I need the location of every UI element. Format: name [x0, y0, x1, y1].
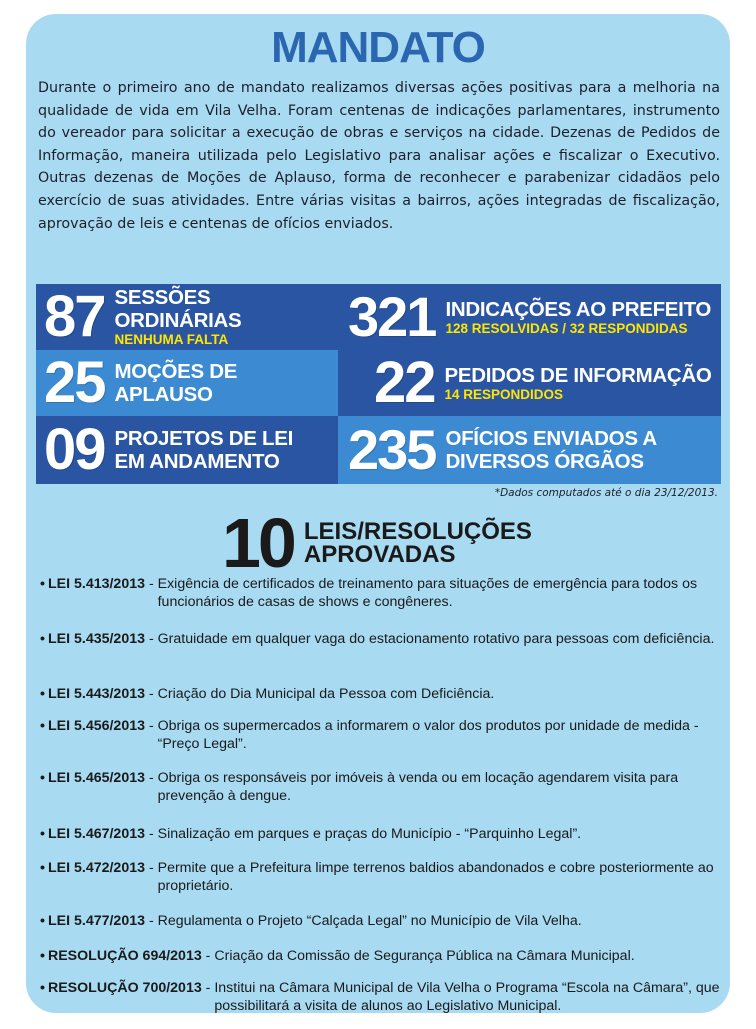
- law-description: Obriga os responsáveis por imóveis à venda ou em locação agendarem visita para prevenção à dengue.: [157, 770, 679, 804]
- bullet-icon: •: [40, 770, 45, 786]
- law-code: LEI 5.413/2013: [47, 576, 145, 592]
- stat-sub: NENHUMA FALTA: [114, 332, 229, 347]
- stat-label: PROJETOS DE LEI: [114, 427, 294, 450]
- laws-heading-line2: APROVADAS: [303, 541, 456, 568]
- laws-heading: [222, 504, 532, 582]
- stat-label: OFÍCIOS ENVIADOS A: [445, 427, 657, 450]
- law-description: Permite que a Prefeitura limpe terrenos baldios abandonados e cobre posteriormente ao proprietário.: [157, 860, 714, 894]
- stat-oficios: [338, 416, 721, 484]
- law-code: LEI 5.465/2013: [47, 770, 145, 786]
- stat-indicacoes: [338, 284, 721, 350]
- law-item: • LEI 5.465/2013 - Obriga os responsáveis por imóveis à venda ou em locação agendarem visita para prevenção à dengue.: [40, 769, 720, 805]
- stat-number: 235: [348, 418, 436, 481]
- law-item: • LEI 5.456/2013 - Obriga os supermercados a informarem o valor dos produtos por unidade de medida - “Preço Legal”.: [40, 717, 720, 753]
- law-code: LEI 5.472/2013: [47, 860, 145, 876]
- stat-sub: 128 RESOLVIDAS / 32 RESPONDIDAS: [445, 320, 688, 336]
- stat-projetos: [36, 416, 338, 484]
- law-item: • LEI 5.467/2013 - Sinalização em parques e praças do Município - “Parquinho Legal”.: [40, 825, 720, 843]
- laws-count: 10: [222, 504, 294, 582]
- bullet-icon: •: [40, 860, 45, 876]
- stat-number: 321: [348, 285, 436, 348]
- bullet-icon: •: [40, 686, 45, 702]
- bullet-icon: •: [40, 913, 45, 929]
- bullet-icon: •: [40, 948, 45, 964]
- bullet-icon: •: [40, 826, 45, 842]
- bullet-icon: •: [40, 718, 45, 734]
- law-code: RESOLUÇÃO 694/2013: [47, 948, 202, 964]
- law-item: • LEI 5.477/2013 - Regulamenta o Projeto “Calçada Legal” no Município de Vila Velha.: [40, 912, 720, 930]
- law-description: Criação da Comissão de Segurança Pública na Câmara Municipal.: [214, 948, 635, 964]
- law-code: LEI 5.443/2013: [47, 686, 145, 702]
- law-code: RESOLUÇÃO 700/2013: [47, 980, 202, 996]
- law-description: Sinalização em parques e praças do Município - “Parquinho Legal”.: [157, 826, 582, 842]
- laws-heading-line1: LEIS/RESOLUÇÕES: [303, 518, 532, 545]
- stat-mocoes: [36, 350, 338, 416]
- law-description: Obriga os supermercados a informarem o valor dos produtos por unidade de medida - “Preço Legal”.: [157, 718, 699, 752]
- stat-label: MOÇÕES DE APLAUSO: [114, 360, 238, 406]
- stat-label: DIVERSOS ÓRGÃOS: [445, 450, 644, 473]
- stat-label: EM ANDAMENTO: [114, 450, 280, 473]
- stat-pedidos: [338, 350, 721, 416]
- stat-label: SESSÕES ORDINÁRIAS: [114, 286, 242, 332]
- stat-number: 87: [44, 284, 105, 349]
- bullet-icon: •: [40, 980, 45, 996]
- stat-number: 09: [44, 417, 105, 482]
- stat-number: 22: [374, 350, 435, 415]
- law-description: Exigência de certificados de treinamento para situações de emergência para todos os funcionários de casas de shows e congêneres.: [157, 576, 698, 610]
- law-description: Criação do Dia Municipal da Pessoa com Deficiência.: [157, 686, 495, 702]
- law-code: LEI 5.456/2013: [47, 718, 145, 734]
- stat-sub: 14 RESPONDIDOS: [444, 386, 564, 402]
- stat-label: INDICAÇÕES AO PREFEITO: [445, 297, 712, 321]
- law-item: • RESOLUÇÃO 694/2013 - Criação da Comissão de Segurança Pública na Câmara Municipal.: [40, 947, 720, 965]
- stats-grid: [36, 284, 721, 484]
- law-code: LEI 5.477/2013: [47, 913, 145, 929]
- stat-number: 25: [44, 350, 105, 415]
- law-item: • LEI 5.413/2013 - Exigência de certificados de treinamento para situações de emergência para todos os funcionários de casas de shows e congêneres.: [40, 575, 720, 611]
- bullet-icon: •: [40, 576, 45, 592]
- law-item: • LEI 5.472/2013 - Permite que a Prefeitura limpe terrenos baldios abandonados e cobre posteriormente ao proprietário.: [40, 859, 720, 895]
- law-item: • LEI 5.443/2013 - Criação do Dia Municipal da Pessoa com Deficiência.: [40, 685, 720, 703]
- law-item: • RESOLUÇÃO 700/2013 - Institui na Câmara Municipal de Vila Velha o Programa “Escola na Câmara”, que possibilitará a visita de alunos ao Legislativo Municipal.: [40, 980, 720, 1013]
- mandato-card: [26, 14, 730, 1013]
- law-code: LEI 5.435/2013: [47, 631, 145, 647]
- law-code: LEI 5.467/2013: [47, 826, 145, 842]
- intro-paragraph: Durante o primeiro ano de mandato realizamos diversas ações positivas para a melhoria na qualidade de vida em Vila Velha. Foram centenas de indicações parlamentares, instrumento do vereador para solicitar a execução de obras e serviços na cidade. Dezenas de Pedidos de Informação, maneira utilizada pelo Legislativo para analisar ações e fiscalizar o Executivo. Outras dezenas de Moções de Aplauso, forma de reconhecer e parabenizar cidadãos pelo exercício de suas atividades. Entre várias visitas a bairros, ações integradas de fiscalização, aprovação de leis e centenas de ofícios enviados.: [38, 80, 720, 232]
- data-footnote: *Dados computados até o dia 23/12/2013.: [494, 487, 718, 499]
- law-description: Institui na Câmara Municipal de Vila Velha o Programa “Escola na Câmara”, que possibilitará a visita de alunos ao Legislativo Municipal.: [214, 980, 720, 1013]
- bullet-icon: •: [40, 631, 45, 647]
- law-description: Gratuidade em qualquer vaga do estacionamento rotativo para pessoas com deficiência.: [157, 631, 715, 647]
- stat-label: PEDIDOS DE INFORMAÇÃO: [444, 363, 712, 387]
- law-item: • LEI 5.435/2013 - Gratuidade em qualquer vaga do estacionamento rotativo para pessoas com deficiência.: [40, 630, 720, 648]
- page-title: MANDATO: [271, 23, 485, 72]
- law-description: Regulamenta o Projeto “Calçada Legal” no Município de Vila Velha.: [157, 913, 582, 929]
- stat-sessoes: [36, 284, 338, 350]
